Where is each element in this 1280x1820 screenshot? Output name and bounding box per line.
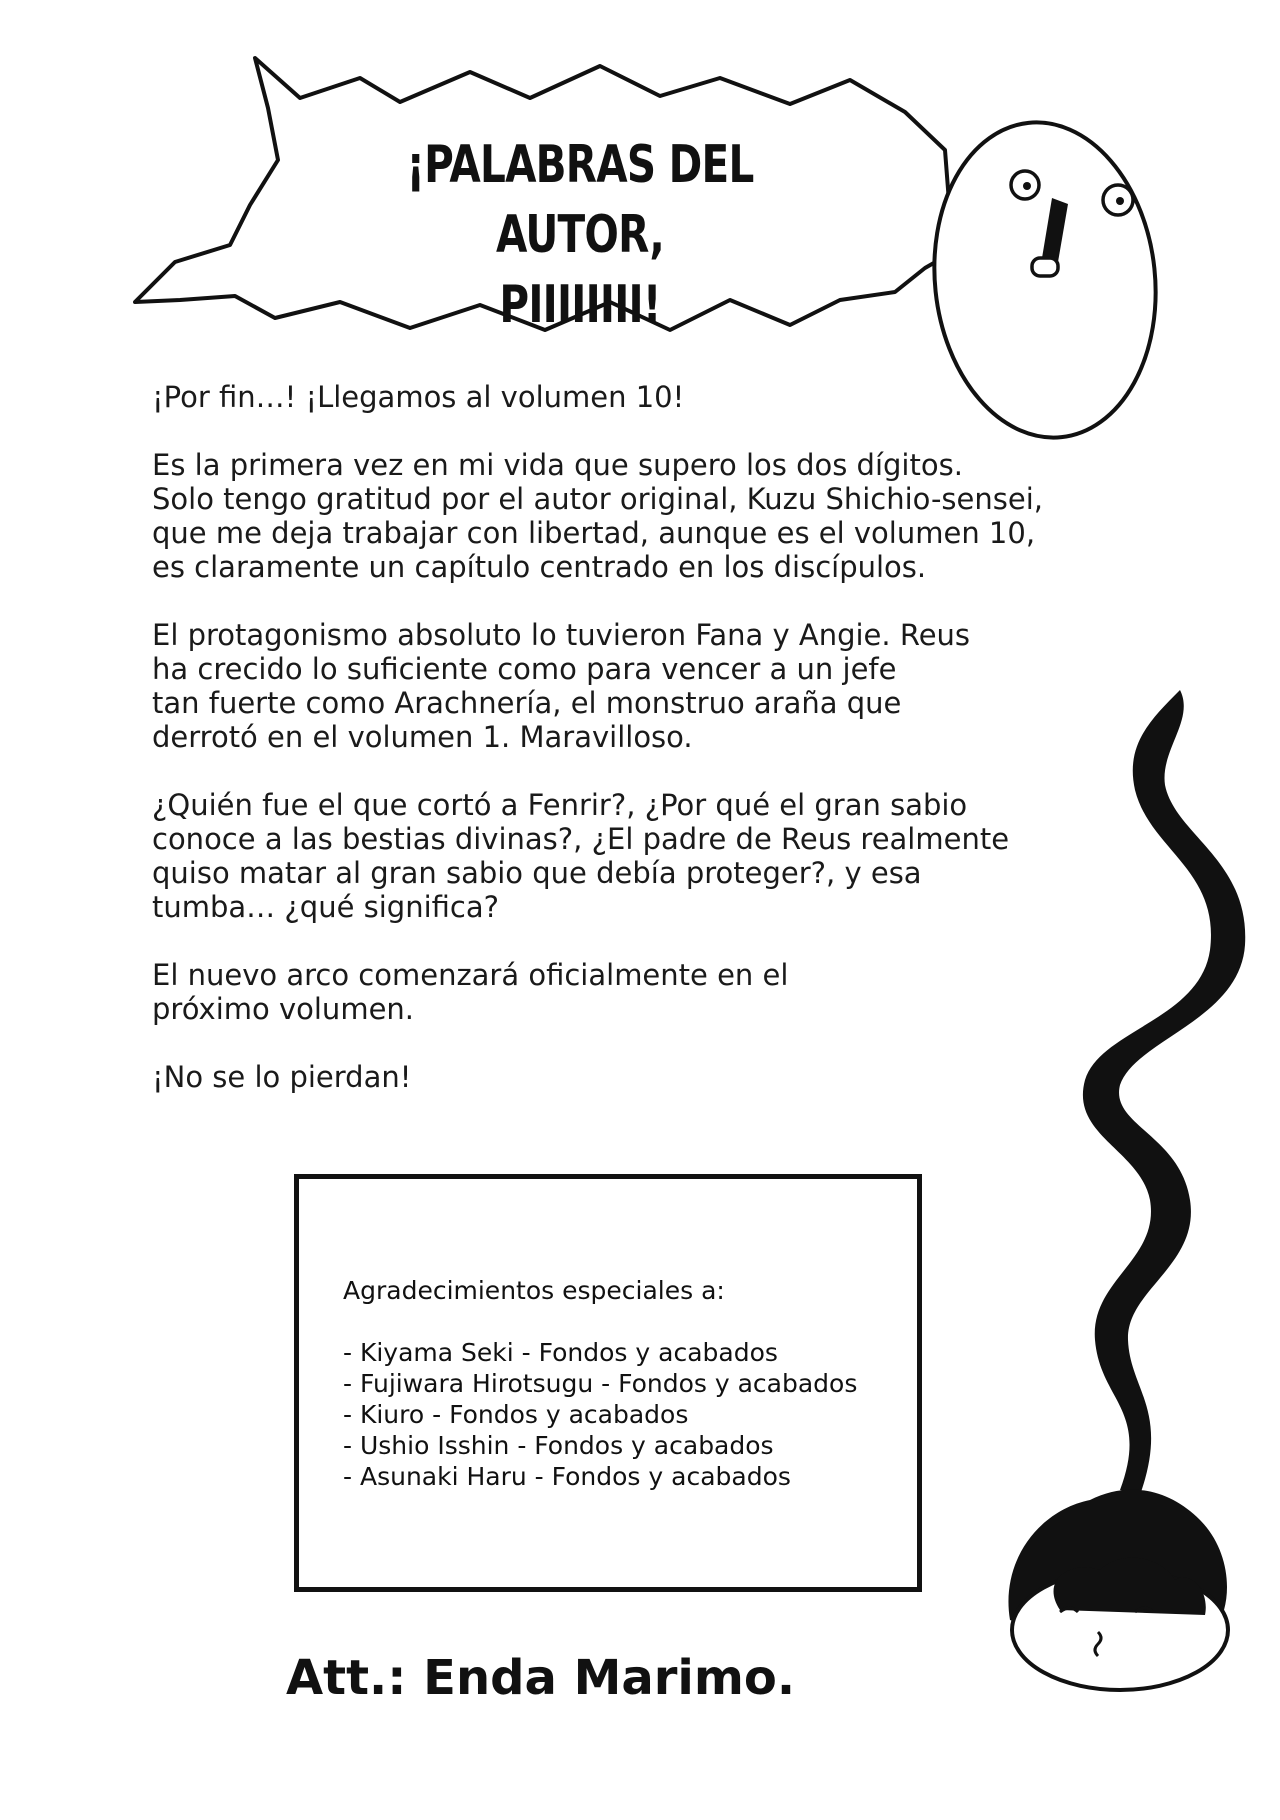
paragraph <box>152 380 1112 414</box>
credit-item: - Ushio Isshin - Fondos y acabados <box>343 1431 774 1460</box>
text-line: ¡Por fin…! ¡Llegamos al volumen 10! <box>152 380 685 414</box>
special-thanks-box <box>294 1174 922 1592</box>
text-line: es claramente un capítulo centrado en los discípulos. <box>152 550 927 584</box>
page-title <box>300 130 860 340</box>
paragraph <box>152 788 1112 924</box>
text-line: que me deja trabajar con libertad, aunque es el volumen 10, <box>152 516 1036 550</box>
text-line: conoce a las bestias divinas?, ¿El padre de Reus realmente <box>152 822 1010 856</box>
credit-item: - Fujiwara Hirotsugu - Fondos y acabados <box>343 1369 858 1398</box>
text-line: tan fuerte como Arachnería, el monstruo araña que <box>152 686 902 720</box>
text-line: quiso matar al gran sabio que debía proteger?, y esa <box>152 856 922 890</box>
paragraph <box>152 1060 1112 1094</box>
text-line: derrotó en el volumen 1. Maravilloso. <box>152 720 693 754</box>
title-line-1: ¡PALABRAS DEL AUTOR, <box>406 135 754 265</box>
credit-item: - Kiuro - Fondos y acabados <box>343 1400 689 1429</box>
title-line-2: PIIIIIIII! <box>499 275 661 335</box>
author-letter <box>152 380 1112 1128</box>
text-line: tumba… ¿qué significa? <box>152 890 500 924</box>
special-thanks-heading: Agradecimientos especiales a: <box>343 1276 725 1305</box>
paragraph <box>152 958 1112 1026</box>
special-thanks-content <box>343 1275 857 1492</box>
paragraph <box>152 618 1112 754</box>
paragraph <box>152 448 1112 584</box>
author-head-illustration <box>1008 1490 1228 1690</box>
text-line: Solo tengo gratitud por el autor original, Kuzu Shichio-sensei, <box>152 482 1043 516</box>
text-line: próximo volumen. <box>152 992 415 1026</box>
credit-item: - Asunaki Haru - Fondos y acabados <box>343 1462 791 1491</box>
text-line: Es la primera vez en mi vida que supero los dos dígitos. <box>152 448 963 482</box>
author-signature: Att.: Enda Marimo. <box>286 1650 796 1706</box>
credit-item: - Kiyama Seki - Fondos y acabados <box>343 1338 778 1367</box>
text-line: ¡No se lo pierdan! <box>152 1060 412 1094</box>
text-line: El nuevo arco comenzará oficialmente en el <box>152 958 789 992</box>
text-line: ha crecido lo suficiente como para vencer a un jefe <box>152 652 897 686</box>
text-line: El protagonismo absoluto lo tuvieron Fana y Angie. Reus <box>152 618 971 652</box>
text-line: ¿Quién fue el que cortó a Fenrir?, ¿Por qué el gran sabio <box>152 788 968 822</box>
